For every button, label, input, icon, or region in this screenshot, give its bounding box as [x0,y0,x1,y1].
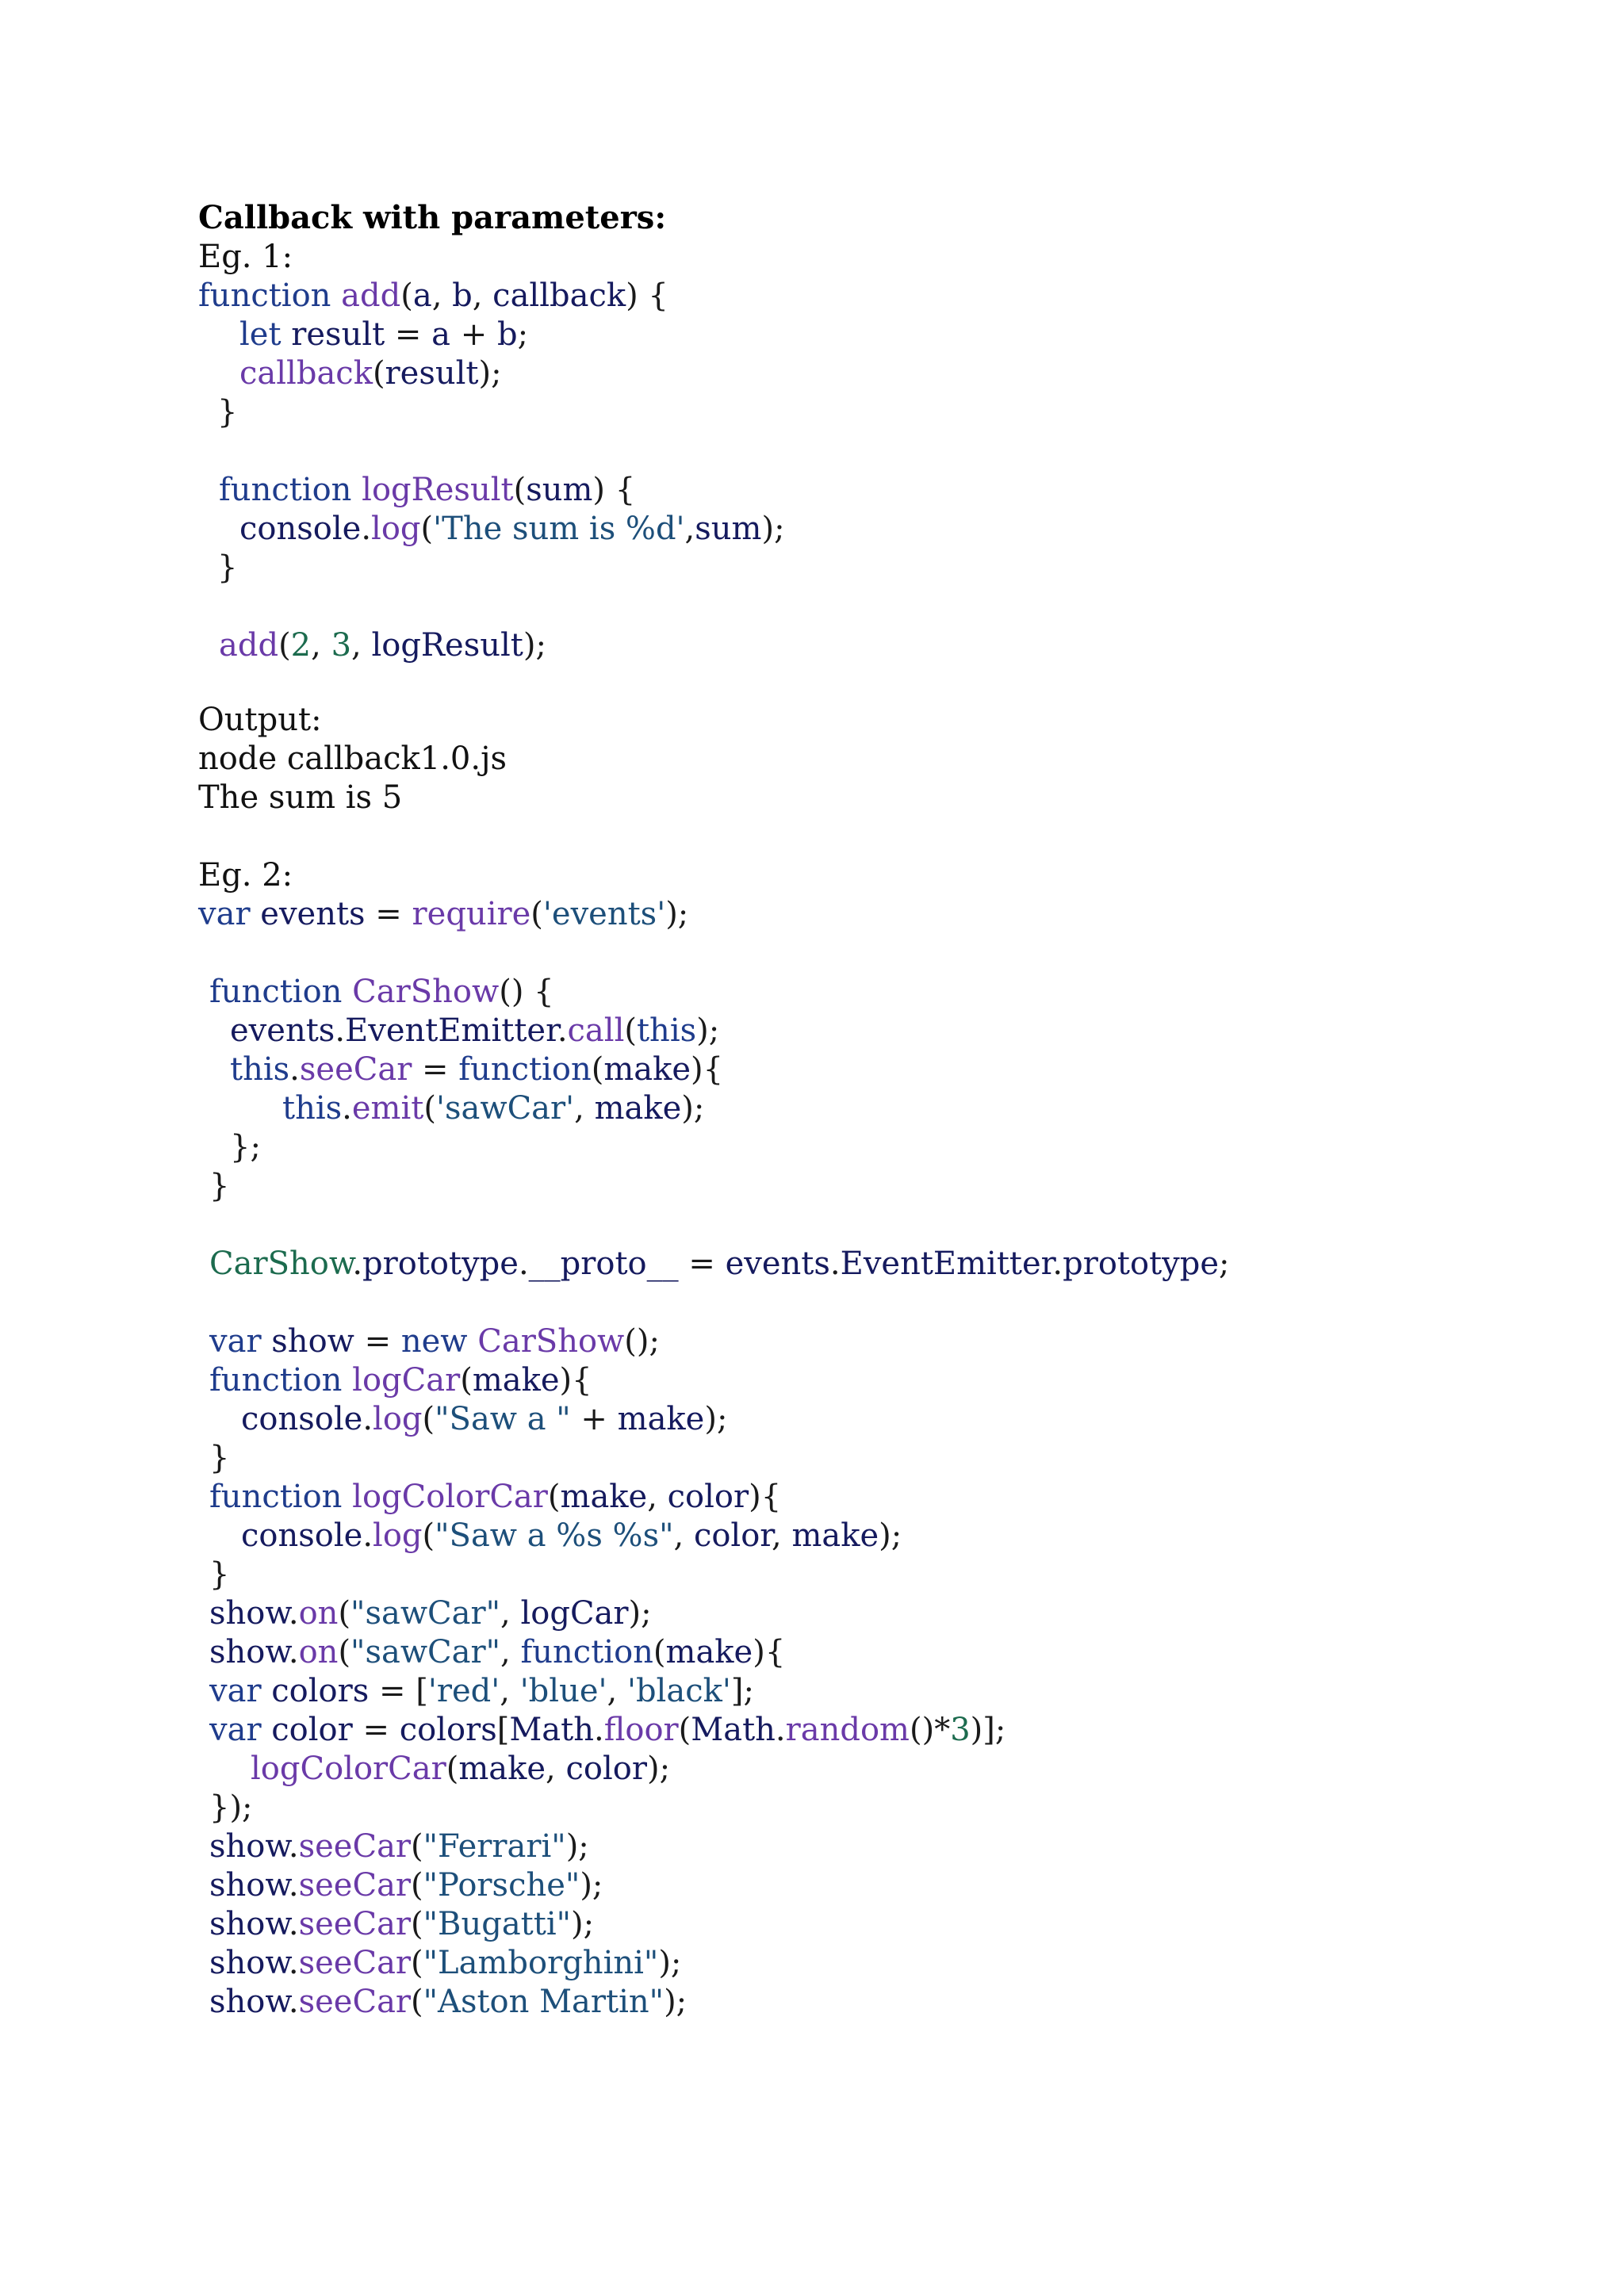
code-token: = [678,1246,726,1282]
code2-line [230,1050,723,1089]
code-token: new [400,1323,478,1360]
code-token: call [567,1012,625,1049]
code-token: . [288,1634,299,1670]
code2-line [209,1982,687,2022]
code1-line [217,548,237,587]
code-token: . [352,1246,363,1282]
code1-line [219,470,635,510]
code-token: a [431,316,451,353]
code2-line [209,1671,754,1711]
code-token: ( [624,1012,637,1049]
code-token: floor [603,1712,679,1748]
code-token: ); [646,1751,671,1787]
code-token: make [617,1401,705,1437]
code-token: , [472,277,493,314]
code-token: = [365,896,412,932]
code-token: , [500,1673,520,1709]
code-token: }); [209,1789,253,1826]
code-token: seeCar [299,1051,412,1088]
code-token: function [209,974,353,1010]
code-token: "sawCar" [350,1595,501,1632]
code-token: show [271,1323,354,1360]
code-token: emit [351,1090,424,1127]
code-token: var [209,1712,272,1748]
code-token: ( [422,1517,435,1554]
code2-line [251,1749,670,1789]
code-token: , [546,1751,566,1787]
output-line: The sum is 5 [198,779,403,816]
code-token: prototype [1063,1246,1220,1282]
code-token: = [352,1712,400,1748]
code-token: on [298,1595,339,1632]
code-token: . [335,1012,346,1049]
code2-line [209,1555,229,1594]
code-token: . [775,1712,786,1748]
code-token: seeCar [298,1867,412,1904]
code2-line [230,1011,719,1050]
code-token: sum [695,511,762,547]
code-token: ( [423,1090,436,1127]
code-token: [ [496,1712,510,1748]
code1-line [239,354,502,393]
code-token: ); [571,1906,595,1942]
code2-line [209,1710,1005,1750]
code-token: )]; [970,1712,1006,1748]
code-token: ){ [749,1479,782,1515]
code-token: make [458,1751,546,1787]
code-token: EventEmitter [345,1012,557,1049]
code-token: . [342,1090,352,1127]
code-token: 3 [331,627,352,664]
code-token: EventEmitter [840,1246,1053,1282]
code-token: on [298,1634,339,1670]
code-token: make [594,1090,682,1127]
code-token: ( [591,1051,604,1088]
code-token: console [239,511,362,547]
code-token: = [412,1051,459,1088]
code-token: var [209,1323,272,1360]
code-token: , [772,1517,792,1554]
code-token: ( [411,1828,423,1865]
code-token: callback [239,355,373,392]
code-token: function [219,472,362,508]
code-token: make [665,1634,753,1670]
code-token: ){ [559,1362,592,1399]
code-token: logResult [362,472,514,508]
code-token: ); [523,627,546,664]
code2-line [209,1632,785,1672]
code-token: ( [411,1906,423,1942]
code-token: "Ferrari" [423,1828,566,1865]
code-token: . [288,1828,299,1865]
code-token: function [458,1051,592,1088]
code-token: "Lamborghini" [423,1945,659,1981]
code-token: ( [411,1984,423,2020]
code-token: . [288,1595,299,1632]
code-token: ) { [626,277,668,314]
code-token: result [385,355,479,392]
code-token: __proto__ [528,1246,679,1282]
code-token: logColorCar [251,1751,446,1787]
code-token: 'blue' [519,1673,607,1709]
code-token: . [361,511,372,547]
code-token: show [209,1945,289,1981]
code2-line [209,1594,652,1633]
code-token: . [362,1401,373,1437]
code1-line [239,509,785,549]
code-token: (); [624,1323,660,1360]
code1-line [219,626,546,665]
code-token: ( [338,1634,351,1670]
code-token: events [230,1012,335,1049]
code-token: ){ [753,1634,786,1670]
code-token: make [791,1517,879,1554]
code-token: ( [653,1634,666,1670]
code-token: ( [446,1751,459,1787]
code-token: . [288,1984,299,2020]
code-token: show [209,1634,289,1670]
code-token: console [241,1517,363,1554]
code-token: color [271,1712,353,1748]
code-token: . [288,1867,299,1904]
code-token: function [520,1634,653,1670]
code-token: ( [338,1595,351,1632]
code-token: ); [879,1517,902,1554]
code-token: ( [422,1401,435,1437]
code2-line [209,1788,253,1827]
code-token: result [291,316,385,353]
code-token: ); [628,1595,652,1632]
code2-line [241,1516,902,1556]
code2-line [209,1322,660,1361]
code-token: seeCar [298,1828,412,1865]
code-token: . [593,1712,604,1748]
code-token: CarShow [477,1323,625,1360]
code-token: . [829,1246,841,1282]
code2-line [209,1477,781,1517]
code-token: b [496,316,518,353]
code-token: seeCar [298,1984,412,2020]
code-token: "Saw a %s %s" [435,1517,674,1554]
code-token: . [288,1906,299,1942]
code1-line [239,315,528,354]
code-token: ()* [910,1712,951,1748]
code-token: function [209,1479,353,1515]
code-token: , [500,1595,521,1632]
code2-line [209,1943,681,1983]
code-token: function [198,277,342,314]
code-token: seeCar [298,1945,412,1981]
code-token: ); [681,1090,705,1127]
code-token: show [209,1984,289,2020]
code2-line [209,1904,594,1944]
code-token: Math [691,1712,776,1748]
code-token: 'The sum is %d' [433,511,685,547]
code-token: 'red' [427,1673,500,1709]
code-token: show [209,1906,289,1942]
code-token: log [371,511,421,547]
code2-line [230,1127,261,1167]
code-token: colors [271,1673,370,1709]
code-token: = [385,316,432,353]
code-token: ); [580,1867,603,1904]
code-token: logCar [520,1595,629,1632]
code-token: events [260,896,366,932]
output-line: node callback1.0.js [198,740,508,777]
code-token: 2 [290,627,312,664]
code-token: ( [513,472,527,508]
code-token: ( [420,511,434,547]
code-token: add [219,627,279,664]
code-token: , [351,627,372,664]
code-token: a [412,277,432,314]
code-token: ( [411,1945,423,1981]
code-token: } [217,549,238,586]
code-token: "Porsche" [423,1867,580,1904]
code-token: colors [399,1712,497,1748]
code-token: color [667,1479,749,1515]
code-token: require [412,896,531,932]
code-token: ){ [691,1051,724,1088]
code-token: Math [509,1712,594,1748]
code-token: callback [492,277,626,314]
code-token: ( [460,1362,473,1399]
code2-line [209,1866,603,1905]
code-token: make [560,1479,648,1515]
example-2-label: Eg. 2: [198,857,293,894]
code-token: ); [761,511,785,547]
code-token: = [ [369,1673,428,1709]
code-token: color [565,1751,647,1787]
code-token: function [209,1362,353,1399]
code-token: ]; [730,1673,754,1709]
code-token: logColorCar [352,1479,548,1515]
code-token: . [518,1246,529,1282]
code-token: var [209,1673,272,1709]
section-heading: Callback with parameters: [198,199,667,236]
code-token: } [209,1440,230,1476]
code-token: events [725,1246,830,1282]
code2-line [209,972,554,1012]
code-token: ; [1219,1246,1230,1282]
code-token: add [341,277,401,314]
code-token: ); [478,355,502,392]
code-token: ); [665,896,689,932]
code-token: , [431,277,453,314]
code-token: ); [658,1945,682,1981]
code-token: make [472,1362,560,1399]
code-token: ); [664,1984,688,2020]
example-1-label: Eg. 1: [198,239,293,275]
code-token: , [500,1634,521,1670]
code2-line [241,1399,727,1439]
code-token: }; [230,1129,261,1165]
code-token: show [209,1867,289,1904]
code-token: ( [372,355,385,392]
code-token: show [209,1595,289,1632]
code-token: this [636,1012,697,1049]
code-token: console [241,1401,363,1437]
code-token: "sawCar" [350,1634,501,1670]
code-token: this [282,1090,343,1127]
code2-line [209,1438,229,1478]
code-token: ; [517,316,529,353]
code2-line [282,1089,704,1128]
code-token: CarShow [209,1246,353,1282]
code-token: logCar [352,1362,461,1399]
code-token: "Bugatti" [423,1906,572,1942]
code1-line [198,276,668,316]
code-token: ); [696,1012,720,1049]
code2-line [209,1827,589,1866]
code1-line [217,392,237,432]
code-token: ); [565,1828,589,1865]
code-token: , [607,1673,627,1709]
code-token: prototype [362,1246,519,1282]
code-token: ) { [592,472,636,508]
code-token: , [647,1479,668,1515]
code-token: logResult [371,627,523,664]
code-token: color [693,1517,772,1554]
code-token: , [311,627,331,664]
code-token: 'events' [542,896,666,932]
code2-line [209,1244,1230,1284]
code2-line [209,1360,592,1400]
code-token: sum [526,472,593,508]
code-token: ( [400,277,413,314]
code-token: } [209,1556,230,1593]
code-token: } [209,1168,230,1204]
code-token: + [570,1401,618,1437]
code-token: let [239,316,292,353]
code-token: . [289,1051,300,1088]
code-token: show [209,1828,289,1865]
code-token: ( [530,896,543,932]
code-token: ); [704,1401,728,1437]
code-token: } [217,394,238,430]
code-token: make [603,1051,691,1088]
code-token: , [574,1090,595,1127]
code-token: 'sawCar' [435,1090,575,1127]
code-token: seeCar [298,1906,412,1942]
code2-line [198,894,688,934]
code-token: ( [278,627,291,664]
code-token: . [288,1945,299,1981]
code-token: b [452,277,473,314]
code-token: . [557,1012,568,1049]
code-token: log [373,1401,423,1437]
code-token: random [785,1712,910,1748]
code-token: ( [411,1867,423,1904]
code-token: "Saw a " [435,1401,571,1437]
code-token: 'black' [626,1673,731,1709]
code-token: this [230,1051,290,1088]
code-token: log [373,1517,423,1554]
code-token: var [198,896,261,932]
code-token: . [1052,1246,1063,1282]
code-token: . [362,1517,373,1554]
code-token: , [673,1517,694,1554]
output-label: Output: [198,702,322,738]
code-token: "Aston Martin" [423,1984,665,2020]
code-token: CarShow [352,974,500,1010]
code-token: 3 [950,1712,971,1748]
code-token: = [354,1323,401,1360]
code2-line [209,1166,229,1206]
code-token: ( [547,1479,561,1515]
code-token: () { [499,974,554,1010]
code-token: , [684,511,695,547]
code-token: + [450,316,497,353]
code-token: ( [678,1712,691,1748]
